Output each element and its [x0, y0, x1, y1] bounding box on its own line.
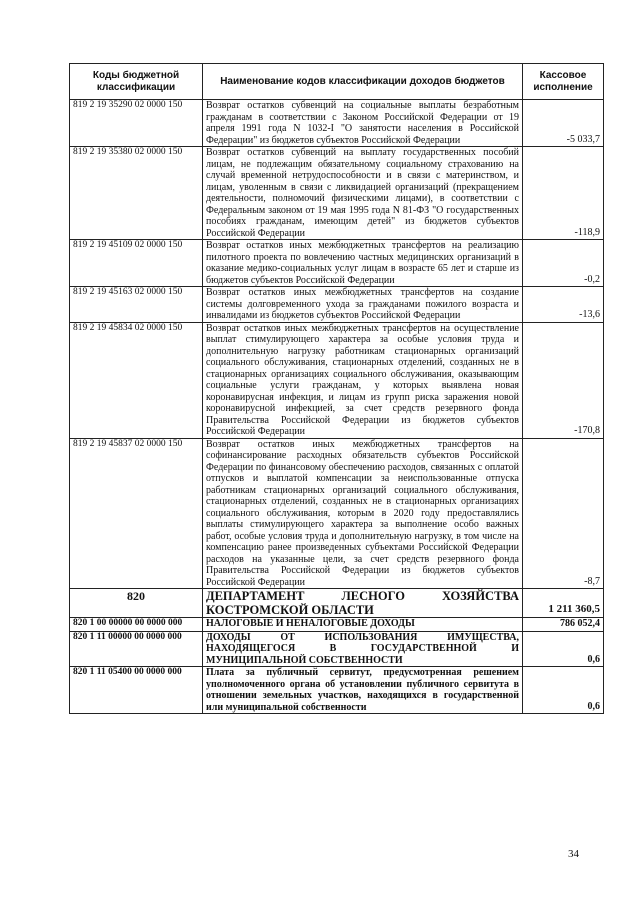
budget-code-cell: 819 2 19 45834 02 0000 150 — [70, 322, 203, 438]
amount-cell: -118,9 — [523, 147, 604, 240]
table-header-row — [70, 64, 604, 100]
column-header-amount: Кассовое исполнение — [523, 64, 604, 100]
budget-revenue-table — [69, 63, 604, 714]
amount-cell: -0,2 — [523, 240, 604, 287]
department-row — [70, 589, 604, 618]
amount-cell: -13,6 — [523, 287, 604, 323]
department-name-cell: ДЕПАРТАМЕНТ ЛЕСНОГО ХОЗЯЙСТВА КОСТРОМСКОЙ ОБЛАСТИ — [203, 589, 523, 618]
budget-code-cell: 819 2 19 45163 02 0000 150 — [70, 287, 203, 323]
revenue-name-cell: Плата за публичный сервитут, предусмотренная решением уполномоченного органа об установлении публичного сервитута в отношении земельных участков, находящихся в государственной или муниципальной собственности — [203, 667, 523, 714]
revenue-name-cell: Возврат остатков иных межбюджетных трансфертов на создание системы долговременного ухода за гражданами пожилого возраста и инвалидами из бюджетов субъектов Российской Федерации — [203, 287, 523, 323]
revenue-name-cell: НАЛОГОВЫЕ И НЕНАЛОГОВЫЕ ДОХОДЫ — [203, 618, 523, 632]
budget-code-cell: 819 2 19 35290 02 0000 150 — [70, 100, 203, 147]
table-row — [70, 100, 604, 147]
amount-cell: 0,6 — [523, 667, 604, 714]
amount-cell: -8,7 — [523, 438, 604, 589]
budget-code-cell: 820 1 00 00000 00 0000 000 — [70, 618, 203, 632]
revenue-name-cell: Возврат остатков субвенций на социальные выплаты безработным гражданам в соответствии с Законом Российской Федерации от 19 апреля 1991 года N 1032-I "О занятости населения в Российской Федерации" из бюджетов субъектов Российской Федерации — [203, 100, 523, 147]
budget-code-cell: 819 2 19 45837 02 0000 150 — [70, 438, 203, 589]
department-amount-cell: 1 211 360,5 — [523, 589, 604, 618]
department-code-cell: 820 — [70, 589, 203, 618]
budget-code-cell: 819 2 19 45109 02 0000 150 — [70, 240, 203, 287]
table-row — [70, 438, 604, 589]
amount-cell: -5 033,7 — [523, 100, 604, 147]
table-row — [70, 147, 604, 240]
revenue-name-cell: Возврат остатков иных межбюджетных трансфертов на реализацию пилотного проекта по вовлечению частных медицинских организаций в оказание медико-социальных услуг лицам в возрасте 65 лет и старше из бюджетов субъектов Российской Федерации — [203, 240, 523, 287]
budget-code-cell: 820 1 11 05400 00 0000 000 — [70, 667, 203, 714]
revenue-name-cell: Возврат остатков субвенций на выплату государственных пособий лицам, не подлежащим обязательному социальному страхованию на случай временной нетрудоспособности и в связи с материнством, и лицам, уволенным в связи с ликвидацией организаций (прекращением деятельности, полномочий физическими лицами), в соответствии с Федеральным законом от 19 мая 1995 года N 81-ФЗ "О государственных пособиях гражданам, имеющим детей" из бюджетов субъектов Российской Федерации — [203, 147, 523, 240]
amount-cell: -170,8 — [523, 322, 604, 438]
revenue-name-cell: Возврат остатков иных межбюджетных трансфертов на осуществление выплат стимулирующего характера за особые условия труда и дополнительную нагрузку работникам стационарных организаций социального обслуживания, стационарных отделений, созданных не в стационарных организациях социального обслуживания, оказывающим социальные услуги гражданам, у которых выявлена новая коронавирусная инфекция, и лицам из групп риска заражения новой коронавирусной инфекцией, за счет средств резервного фонда Правительства Российской Федерации из бюджетов субъектов Российской Федерации — [203, 322, 523, 438]
revenue-name-cell: Возврат остатков иных межбюджетных трансфертов на софинансирование расходных обязательств субъектов Российской Федерации по финансовому обеспечению расходов, связанных с оплатой отпусков и выплатой компенсации за неиспользованные отпуска работникам стационарных организаций социального обслуживания, стационарных отделений, созданных не в стационарных организациях социального обслуживания, которым в 2020 году предоставлялись выплаты стимулирующего характера за выполнение особо важных работ, особые условия труда и дополнительную нагрузку, в том числе на компенсацию ранее произведенных субъектами Российской Федерации расходов на указанные цели, за счет средств резервного фонда Правительства Российской Федерации из бюджетов субъектов Российской Федерации — [203, 438, 523, 589]
column-header-name: Наименование кодов классификации доходов бюджетов — [203, 64, 523, 100]
table-row — [70, 287, 604, 323]
budget-code-cell: 820 1 11 00000 00 0000 000 — [70, 631, 203, 667]
table-row — [70, 667, 604, 714]
revenue-name-cell: ДОХОДЫ ОТ ИСПОЛЬЗОВАНИЯ ИМУЩЕСТВА, НАХОДЯЩЕГОСЯ В ГОСУДАРСТВЕННОЙ И МУНИЦИПАЛЬНОЙ СОБСТВЕННОСТИ — [203, 631, 523, 667]
table-row — [70, 618, 604, 632]
amount-cell: 0,6 — [523, 631, 604, 667]
page-number: 34 — [568, 848, 579, 860]
table-row — [70, 322, 604, 438]
column-header-code: Коды бюджетной классификации — [70, 64, 203, 100]
table-row — [70, 631, 604, 667]
amount-cell: 786 052,4 — [523, 618, 604, 632]
table-row — [70, 240, 604, 287]
budget-code-cell: 819 2 19 35380 02 0000 150 — [70, 147, 203, 240]
